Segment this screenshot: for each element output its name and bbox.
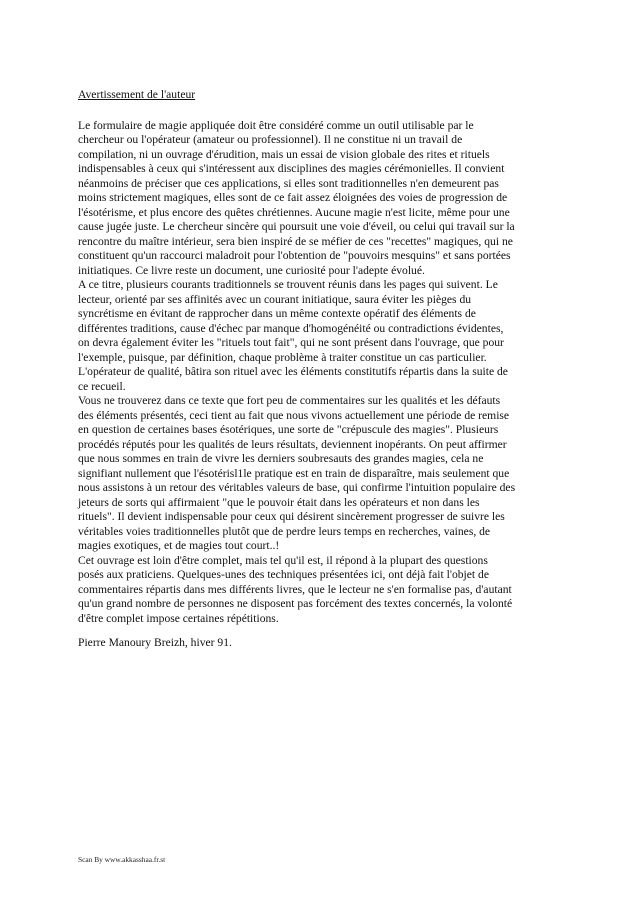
text-line: en question de certaines bases ésotériques, une sorte de "crépuscule des magies". Plusieurs	[78, 423, 499, 436]
text-line: indispensables à ceux qui s'intéressent aux disciplines des magies cérémonielles. Il convient	[78, 162, 505, 175]
text-line: ce recueil.	[78, 379, 126, 393]
text-line: commentaires répartis dans mes différents livres, que le lecteur ne s'en formalise pas, d'autant	[78, 582, 512, 596]
text-line: cause jugée juste. Le chercheur sincère qui poursuit une voie d'éveil, ou celui qui travail sur la	[78, 220, 515, 233]
author-signature: Pierre Manoury Breizh, hiver 91.	[78, 636, 232, 649]
text-line: l'ésotérisme, et plus encore des quêtes chrétiennes. Aucune magie n'est licite, même pour une	[78, 205, 510, 219]
text-line: différentes traditions, cause d'échec par manque d'homogénéité ou contradictions évidentes,	[78, 321, 504, 335]
text-line: A ce titre, plusieurs courants traditionnels se trouvent réunis dans les pages qui suivent. Le	[78, 278, 498, 291]
text-line: rencontre du maître intérieur, sera bien inspiré de se méfier de ces "recettes" magiques, qui ne	[78, 234, 513, 248]
text-line: procédés réputés pour les qualités de leurs résultats, deviennent inopérants. On peut affirmer	[78, 437, 507, 451]
text-line: Cet ouvrage est loin d'être complet, mais tel qu'il est, il répond à la plupart des questions	[78, 553, 488, 567]
page-heading: Avertissement de l'auteur	[78, 88, 196, 101]
scan-credit-footer: Scan By www.akkasshaa.fr.st	[78, 855, 166, 864]
text-line: véritables voies traditionnelles plutôt que de perdre leurs temps en recherches, vaines, de	[78, 524, 491, 538]
text-line: qu'un grand nombre de personnes ne disposent pas forcément des textes concernés, la volonté	[78, 597, 513, 610]
text-line: posés aux praticiens. Quelques-unes des techniques présentées ici, ont déjà fait l'objet de	[78, 568, 489, 581]
text-line: des éléments présentés, ceci tient au fait que nous vivons actuellement une période de remise	[78, 408, 510, 422]
text-line: lecteur, orienté par ses affinités avec un courant initiatique, saura éviter les pièges du	[78, 292, 472, 306]
text-line: Vous ne trouverez dans ce texte que fort peu de commentaires sur les qualités et les défauts	[78, 394, 501, 407]
text-line: compilation, ni un ouvrage d'érudition, mais un essai de vision globale des rites et rituels	[78, 147, 490, 161]
text-line: initiatiques. Ce livre reste un document, une curiosité pour l'adepte évolué.	[78, 263, 425, 277]
text-line: nous assistons à un retour des véritables valeurs de base, qui confirme l'intuition populaire des	[78, 481, 516, 494]
text-line: signifiant nullement que l'ésotérisl1le pratique est en train de disparaître, mais seulement que	[78, 466, 510, 480]
text-line: on devra également éviter les "rituels tout fait", qui ne sont présent dans l'ouvrage, que pour	[78, 336, 504, 349]
text-line: constituent qu'un raccourci maladroit pour l'obtention de "pouvoirs mesquins" et sans portées	[78, 249, 511, 262]
text-line: syncrétisme en évitant de rapprocher dans un même contexte opératif des éléments de	[78, 307, 476, 320]
text-line: jeteurs de sorts qui affirmaient "que le pouvoir était dans les opérateurs et non dans les	[78, 495, 480, 509]
text-line: néanmoins de préciser que ces applications, si elles sont traditionnelles n'en demeurent pas	[78, 176, 499, 190]
text-line: rituels". Il devient indispensable pour ceux qui désirent sincèrement progresser de suivre les	[78, 510, 505, 523]
body-text	[78, 119, 564, 627]
text-line: magies exotiques, et de magies tout court..!	[78, 539, 280, 552]
text-line: Le formulaire de magie appliquée doit être considéré comme un outil utilisable par le	[78, 118, 474, 132]
text-line: l'exemple, puisque, par définition, chaque problème à traiter constitue un cas particulier.	[78, 350, 487, 364]
document-page	[78, 88, 564, 651]
text-line: moins strictement magiques, elles sont de ce fait assez éloignées des voies de progression de	[78, 191, 508, 204]
text-line: L'opérateur de qualité, bâtira son rituel avec les éléments constitutifs répartis dans la suite de	[78, 365, 508, 378]
text-line: que nous sommes en train de vivre les derniers soubresauts des grandes magies, cela ne	[78, 452, 484, 465]
text-line: d'être complet impose certaines répétitions.	[78, 611, 279, 625]
text-line: chercheur ou l'opérateur (amateur ou professionnel). Il ne constitue ni un travail de	[78, 133, 463, 146]
